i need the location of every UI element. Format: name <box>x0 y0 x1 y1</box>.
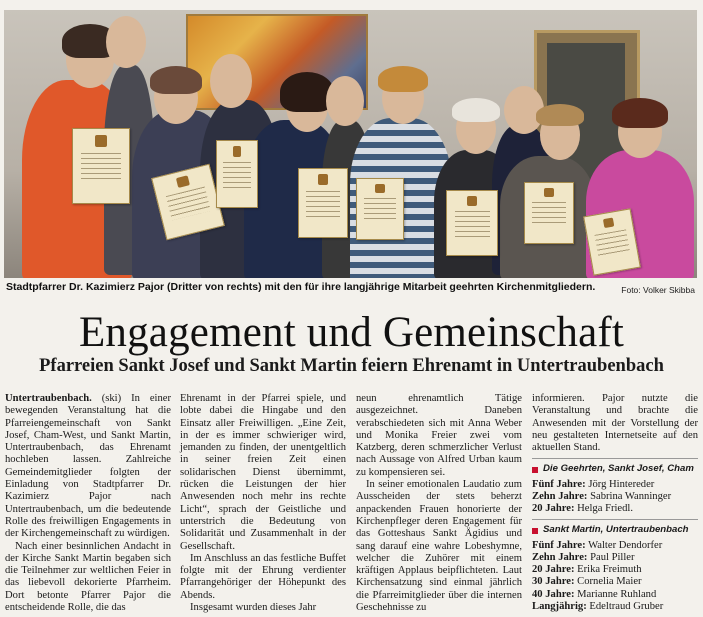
subheadline: Pfarreien Sankt Josef und Sankt Martin feiern Ehrenamt in Untertraubenbach <box>39 356 664 376</box>
paragraph: In seiner emotionalen Laudatio zum Ausscheiden der stets beherzt anpackenden Frauen honorierte der Kirchenpfleger deren Engagement für das Gotteshaus Sankt Ägidius und sang darauf eine wahre Lobeshymne, welcher die Zuhörer mit einem kräftigen Applaus beipflichteten. Laut Kirchensatzung sind einmal jährlich die Pfarreimitglieder über die internen Geschehnisse zu <box>356 479 522 614</box>
photo-credit: Foto: Volker Skibba <box>621 285 695 295</box>
paragraph: Nach einer besinnlichen Andacht in der Kirche Sankt Martin begaben sich die Teilnehmer zur weltlichen Feier in das liebevoll dekorierte Pfarrheim. Dort betonte Pfarrer Pajor die entscheidende Rolle, die das <box>5 540 171 614</box>
article-column-1 <box>5 393 171 614</box>
section-marker-icon <box>532 528 538 534</box>
certificate <box>72 128 130 204</box>
section-marker-icon <box>532 467 538 473</box>
honoree-line: Fünf Jahre: Walter Dendorfer <box>532 539 663 551</box>
certificate <box>583 208 641 275</box>
certificate <box>356 178 404 240</box>
certificate <box>216 140 258 208</box>
paragraph: neun ehrenamtlich Tätige ausgezeichnet. Daneben verabschiedeten sich mit Anna Weber und Monika Freier zwei vom Katzberg, deren schmerzlicher Verlust nach Aussage von Alfred Urban kaum zu kompensieren sei. <box>356 393 522 478</box>
honoree-line: 40 Jahre: Marianne Ruhland <box>532 588 657 600</box>
divider <box>532 519 698 520</box>
dateline: Untertraubenbach. <box>5 393 92 404</box>
group-photo <box>4 10 697 278</box>
certificate <box>446 190 498 256</box>
honoree-line: Zehn Jahre: Sabrina Wanninger <box>532 490 672 502</box>
paragraph: informieren. Pajor nutzte die Veranstaltung und brachte die Anwesenden mit der Vorstellung der neu gestalteten Internetseite auf den aktuellen Stand. <box>532 393 698 454</box>
paragraph: Ehrenamt in der Pfarrei spiele, und lobte dabei die Hingabe und den Einsatz aller Freiwilligen. „Eine Zeit, in der es immer schwieriger wird, jemanden zu finden, der unentgeltlich in seiner freien Zeit einen solidarischen Dienst übernimmt, rücken die Leistungen der hier Anwesenden noch mehr ins rechte Licht“, sprach der Geistliche und unterstrich die Bedeutung von Solidarität und Zusammenhalt in der Gesellschaft. <box>180 393 346 552</box>
article-column-2 <box>180 393 346 614</box>
paragraph: Untertraubenbach. (ski) In einer bewegenden Veranstaltung hat die Pfarreiengemeinschaft von Sankt Josef, Cham-West, und Sankt Martin, Untertraubenbach, das Ehrenamt hochleben lassen. Zahlreiche Gemeindemitglieder folgten der Einladung von Stadtpfarrer Dr. Kazimierz Pajor nach Untertraubenbach, um die bedeutende Rolle des freiwilligen Engagements in der Kirchengemeinschaft zu würdigen. <box>5 393 171 540</box>
paragraph: Im Anschluss an das festliche Buffet folgte mit der Ehrung verdienter Pfarrangehöriger der Höhepunkt des Abends. <box>180 552 346 601</box>
photo-caption: Stadtpfarrer Dr. Kazimierz Pajor (Dritter von rechts) mit den für ihre langjährige Mitarbeit geehrten Kirchenmitgliedern. <box>6 281 596 293</box>
honoree-line: 20 Jahre: Erika Freimuth <box>532 564 642 576</box>
section-header-martin: Sankt Martin, Untertraubenbach <box>532 524 698 536</box>
honoree-line: Fünf Jahre: Jörg Hintereder <box>532 478 655 490</box>
section-header-josef: Die Geehrten, Sankt Josef, Cham <box>532 463 698 475</box>
honoree-line: 20 Jahre: Helga Friedl. <box>532 503 634 515</box>
honoree-line: Langjährig: Edeltraud Gruber <box>532 600 664 612</box>
certificate <box>524 182 574 244</box>
divider <box>532 458 698 459</box>
honoree-line: Zehn Jahre: Paul Piller <box>532 551 635 563</box>
certificate <box>298 168 348 238</box>
paragraph: Insgesamt wurden dieses Jahr <box>190 602 317 614</box>
headline: Engagement und Gemeinschaft <box>78 309 625 356</box>
article-column-3 <box>356 393 522 614</box>
article-column-4 <box>532 393 698 613</box>
honoree-line: 30 Jahre: Cornelia Maier <box>532 576 642 588</box>
